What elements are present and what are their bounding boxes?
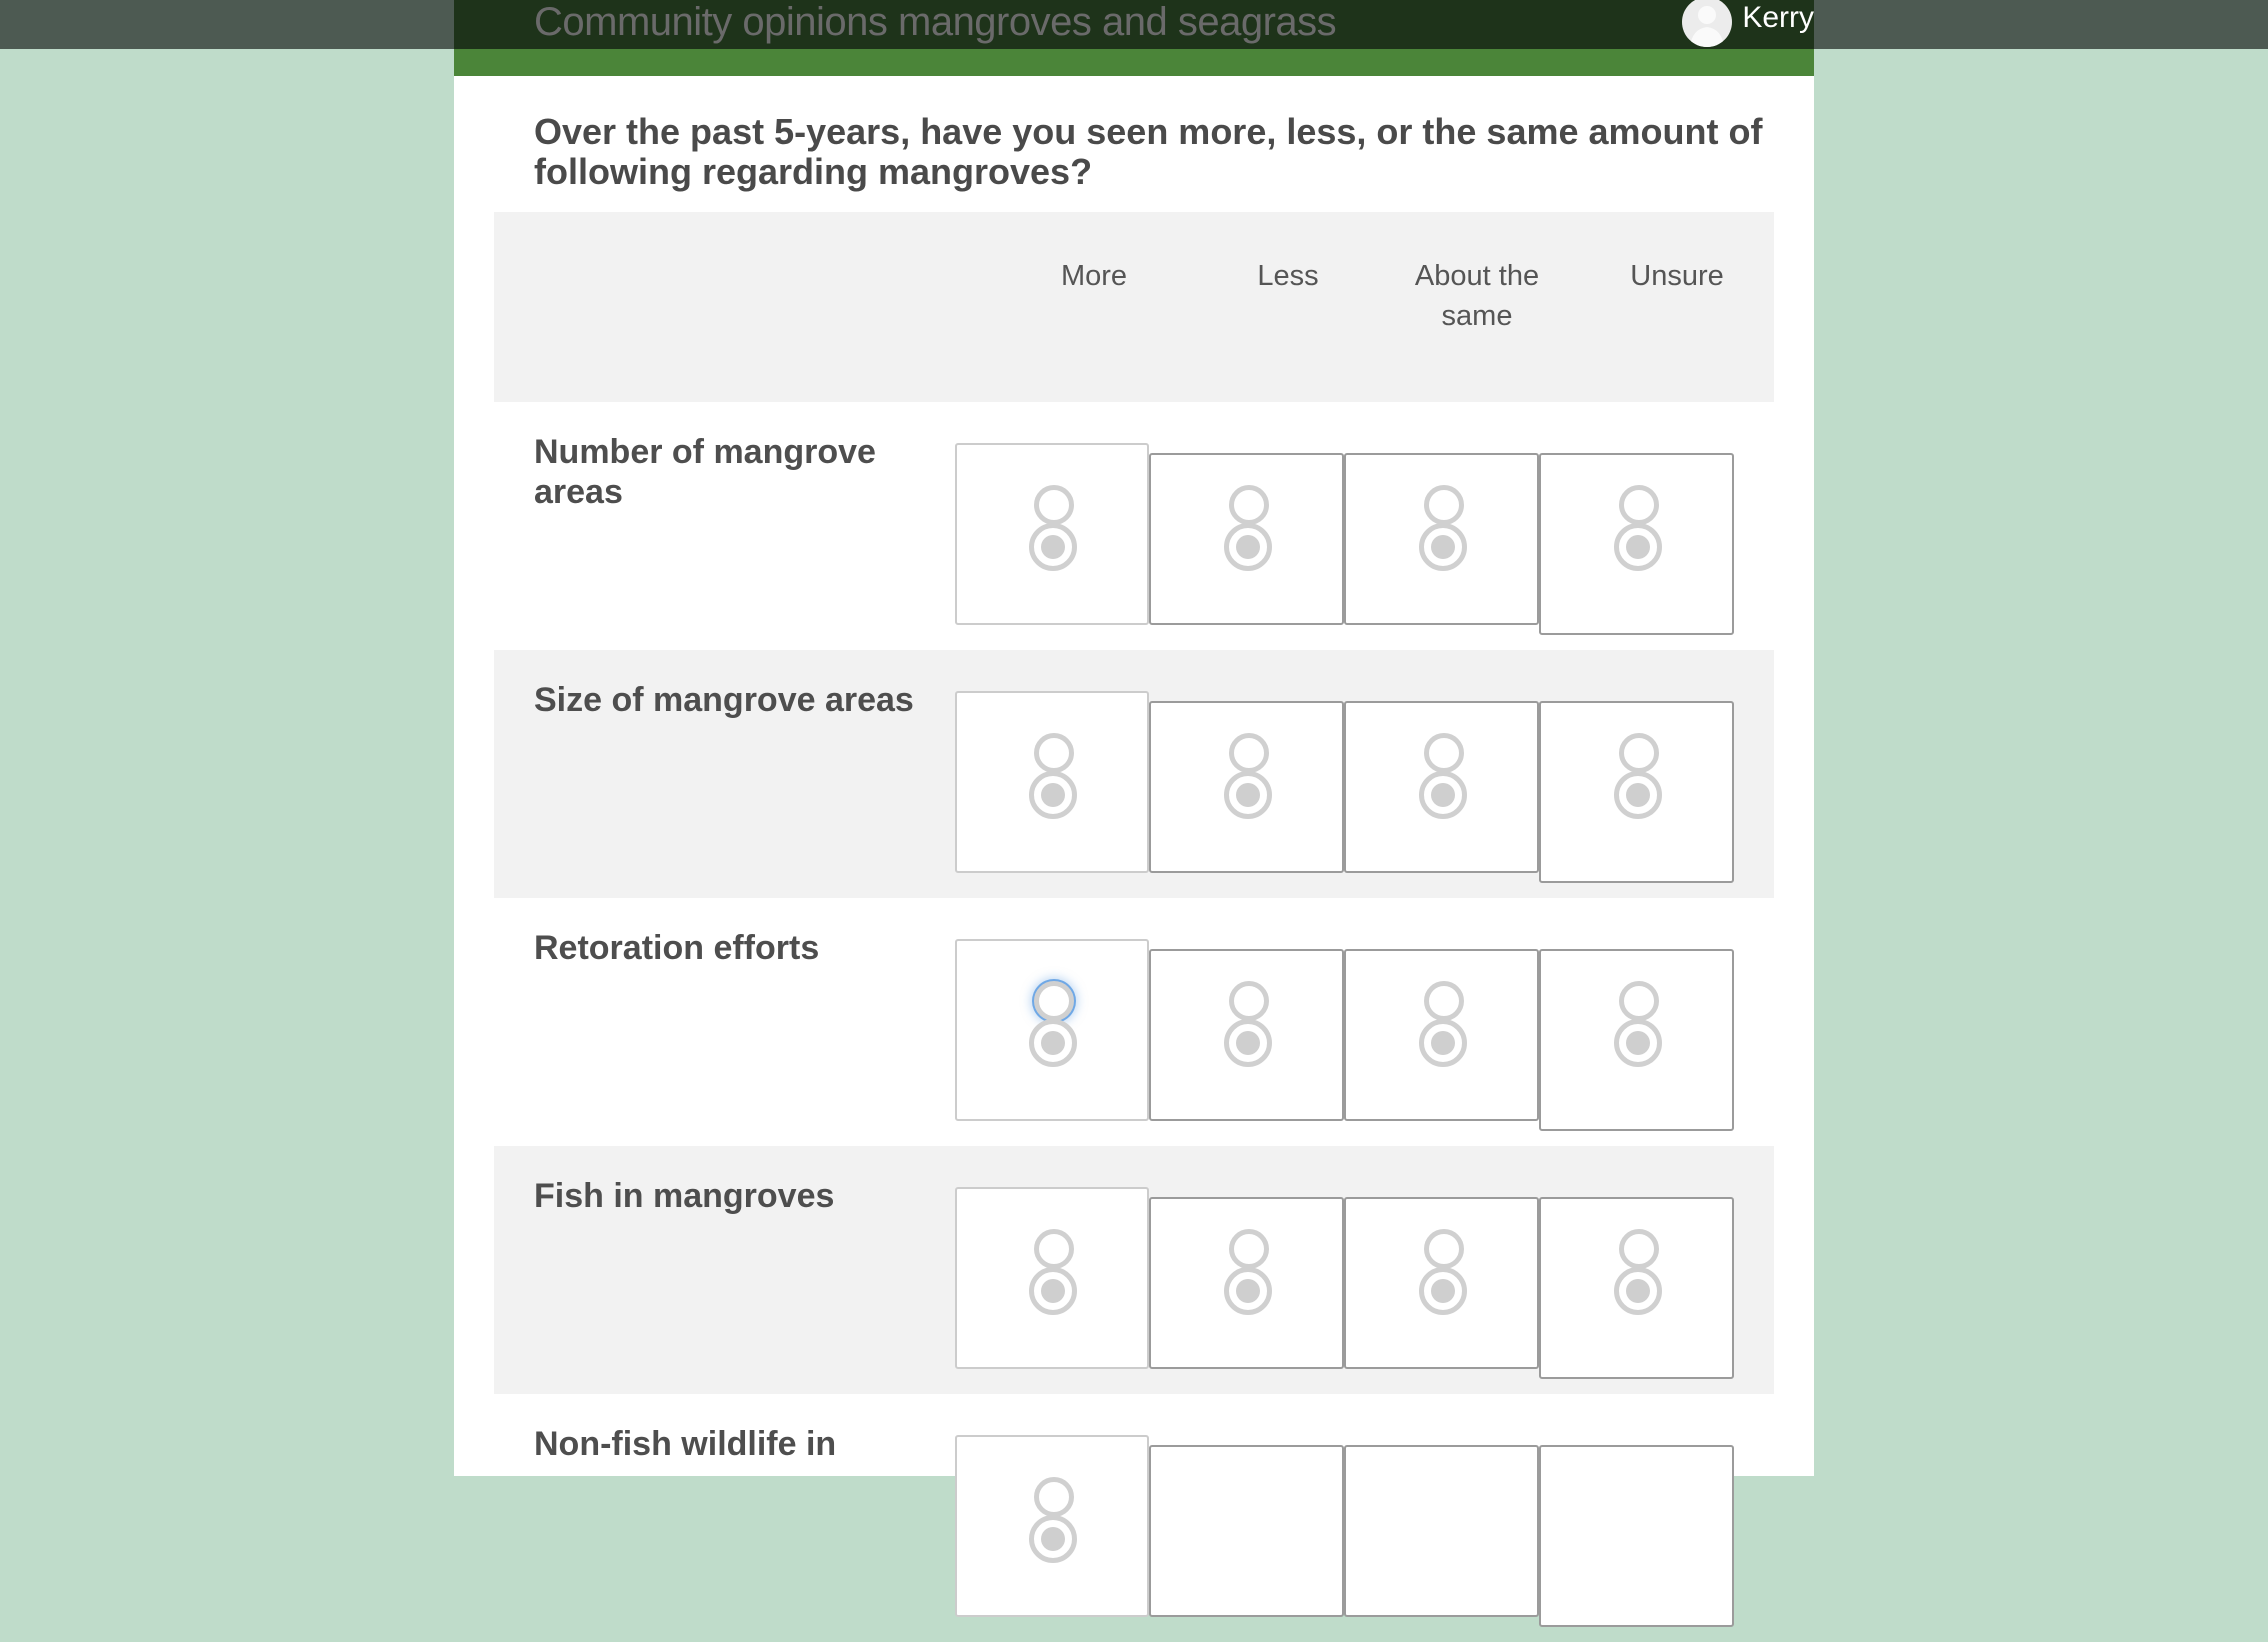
row-label: Size of mangrove areas [534, 681, 914, 719]
matrix-row-size-of-mangrove-areas [494, 650, 1774, 898]
row-label: Non-fish wildlife in [534, 1425, 837, 1463]
option-unsure[interactable] [1539, 453, 1734, 635]
option-more[interactable] [955, 691, 1149, 873]
matrix-header-row [494, 212, 1774, 402]
option-unsure[interactable] [1539, 1197, 1734, 1379]
likert-matrix [494, 212, 1774, 1642]
column-header-less: Less [1257, 260, 1319, 292]
option-less[interactable] [1149, 1445, 1344, 1617]
row-label: Retoration efforts [534, 929, 820, 967]
radio-unselected-icon[interactable] [1034, 1229, 1074, 1269]
survey-header [454, 0, 1814, 49]
radio-unselected-icon[interactable] [1424, 485, 1464, 525]
user-avatar-icon[interactable] [1682, 0, 1732, 47]
radio-unselected-icon[interactable] [1229, 981, 1269, 1021]
option-more[interactable] [955, 443, 1149, 625]
option-about-the-same[interactable] [1344, 701, 1539, 873]
radio-selected-icon[interactable] [1029, 1515, 1077, 1563]
radio-selected-icon[interactable] [1614, 771, 1662, 819]
option-about-the-same[interactable] [1344, 453, 1539, 625]
row-label: Number of mangrove areas [534, 433, 876, 511]
option-about-the-same[interactable] [1344, 1197, 1539, 1369]
option-more[interactable] [955, 1435, 1149, 1617]
radio-selected-icon[interactable] [1614, 523, 1662, 571]
survey-card [454, 0, 1814, 1476]
user-name[interactable]: Kerry [1742, 0, 1814, 34]
header-accent-band [454, 49, 1814, 76]
radio-selected-icon[interactable] [1419, 1267, 1467, 1315]
radio-selected-icon[interactable] [1614, 1019, 1662, 1067]
radio-unselected-icon[interactable] [1619, 981, 1659, 1021]
radio-selected-icon[interactable] [1224, 1267, 1272, 1315]
column-header-about-the-same: About the same [1414, 260, 1540, 332]
radio-unselected-icon[interactable] [1229, 485, 1269, 525]
radio-selected-icon[interactable] [1029, 1267, 1077, 1315]
radio-focused-icon[interactable] [1034, 981, 1074, 1021]
matrix-row-fish-in-mangroves [494, 1146, 1774, 1394]
option-more[interactable] [955, 1187, 1149, 1369]
radio-unselected-icon[interactable] [1619, 485, 1659, 525]
radio-selected-icon[interactable] [1029, 771, 1077, 819]
radio-selected-icon[interactable] [1614, 1267, 1662, 1315]
radio-selected-icon[interactable] [1029, 1019, 1077, 1067]
column-header-unsure: Unsure [1630, 260, 1724, 292]
option-less[interactable] [1149, 701, 1344, 873]
radio-unselected-icon[interactable] [1424, 733, 1464, 773]
radio-selected-icon[interactable] [1029, 523, 1077, 571]
user-menu[interactable] [1682, 0, 1814, 49]
matrix-row-number-of-mangrove-areas [494, 402, 1774, 650]
radio-unselected-icon[interactable] [1034, 485, 1074, 525]
radio-unselected-icon[interactable] [1619, 1229, 1659, 1269]
option-less[interactable] [1149, 1197, 1344, 1369]
radio-unselected-icon[interactable] [1424, 1229, 1464, 1269]
radio-selected-icon[interactable] [1224, 771, 1272, 819]
option-about-the-same[interactable] [1344, 1445, 1539, 1617]
option-unsure[interactable] [1539, 949, 1734, 1131]
survey-title: Community opinions mangroves and seagrass [534, 0, 1337, 44]
option-unsure[interactable] [1539, 1445, 1734, 1627]
option-less[interactable] [1149, 453, 1344, 625]
radio-unselected-icon[interactable] [1034, 733, 1074, 773]
column-header-more: More [1060, 260, 1128, 292]
matrix-row-non-fish-wildlife [494, 1394, 1774, 1642]
radio-selected-icon[interactable] [1419, 771, 1467, 819]
question-text: Over the past 5-years, have you seen more, less, or the same amount of following regarding mangroves? [534, 111, 1763, 192]
option-more[interactable] [955, 939, 1149, 1121]
row-label: Fish in mangroves [534, 1177, 835, 1215]
radio-unselected-icon[interactable] [1229, 1229, 1269, 1269]
radio-selected-icon[interactable] [1224, 523, 1272, 571]
matrix-row-retoration-efforts [494, 898, 1774, 1146]
radio-selected-icon[interactable] [1419, 523, 1467, 571]
radio-selected-icon[interactable] [1224, 1019, 1272, 1067]
radio-unselected-icon[interactable] [1619, 733, 1659, 773]
radio-unselected-icon[interactable] [1034, 1477, 1074, 1517]
radio-unselected-icon[interactable] [1229, 733, 1269, 773]
radio-selected-icon[interactable] [1419, 1019, 1467, 1067]
option-about-the-same[interactable] [1344, 949, 1539, 1121]
option-unsure[interactable] [1539, 701, 1734, 883]
option-less[interactable] [1149, 949, 1344, 1121]
radio-unselected-icon[interactable] [1424, 981, 1464, 1021]
